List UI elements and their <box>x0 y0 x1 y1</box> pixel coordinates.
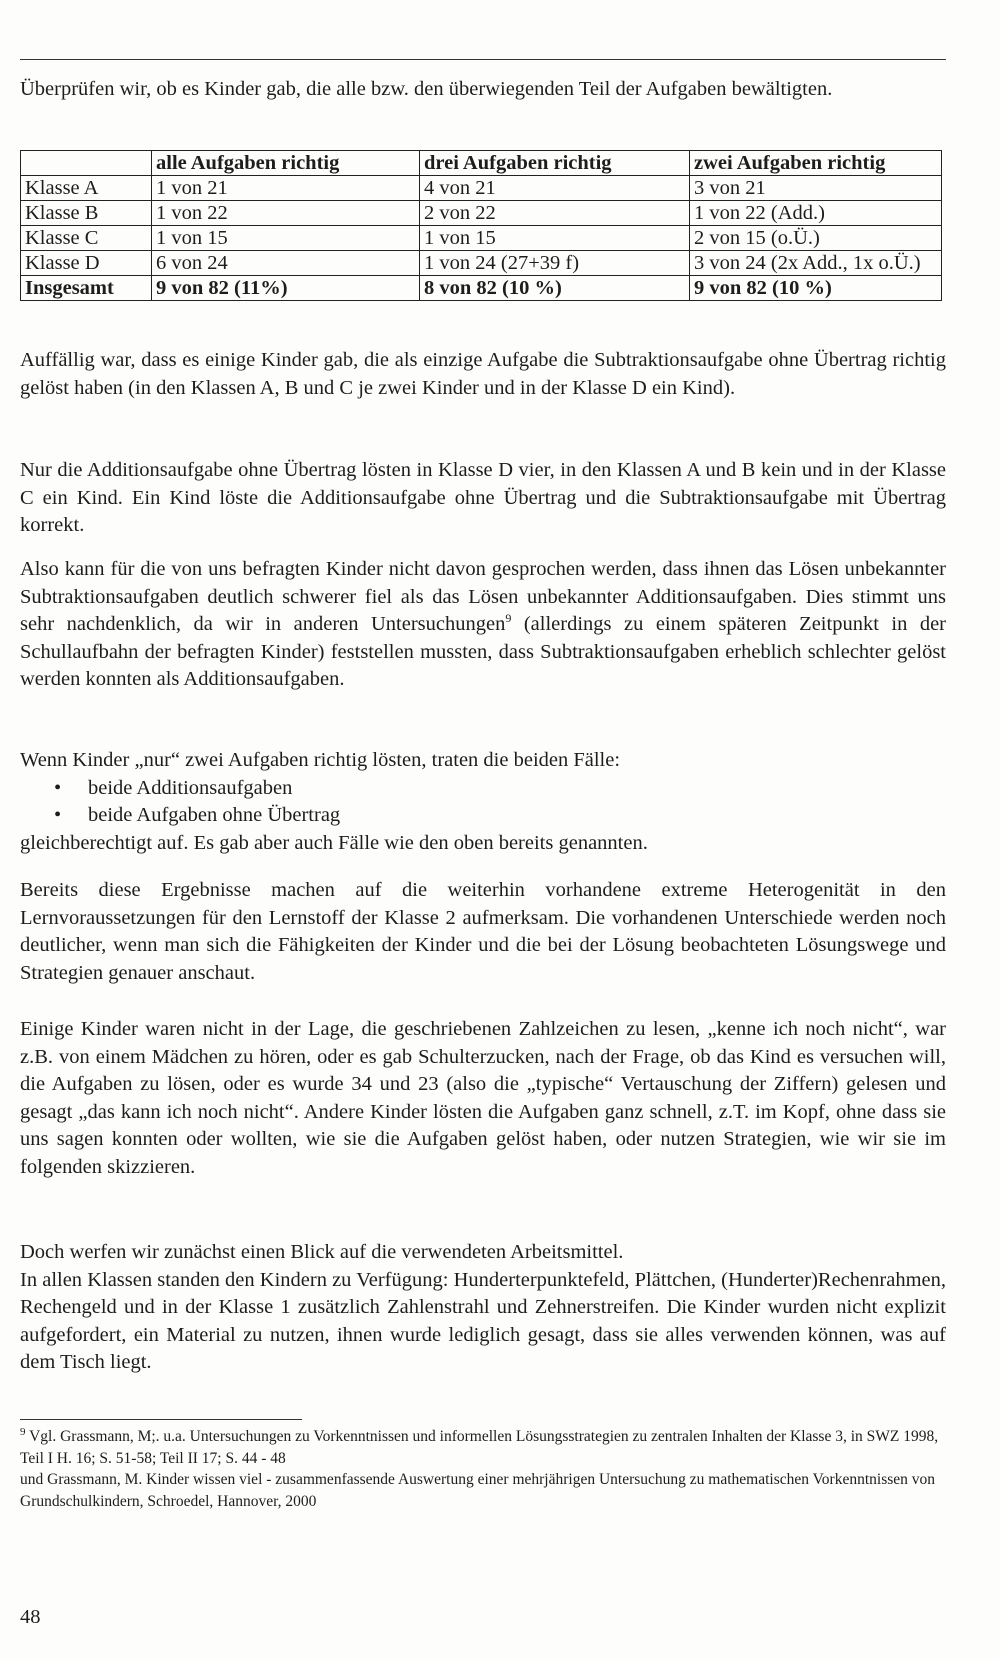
paragraph-5: Bereits diese Ergebnisse machen auf die weiterhin vorhandene extreme Heterogenität in den Lernvoraussetzungen für den Lernstoff der Klasse 2 aufmerksam. Die vorhandenen Unterschiede werden noch deutlicher, wenn man sich die Fähigkeiten der Kinder und die bei der Lösung beobachteten Lösungswege und Strategien genauer anschaut. <box>20 879 946 984</box>
table-cell: 9 von 82 (11%) <box>152 276 420 301</box>
paragraph-4-intro: Wenn Kinder „nur“ zwei Aufgaben richtig lösten, traten die beiden Fälle: <box>20 749 621 771</box>
table-cell: Klasse A <box>21 176 152 201</box>
bullet-list <box>20 775 946 830</box>
paragraph-3 <box>20 556 946 694</box>
results-table <box>20 150 942 301</box>
table-cell: 3 von 24 (2x Add., 1x o.Ü.) <box>690 251 942 276</box>
bullet-icon: • <box>54 804 62 826</box>
paragraph-2: Nur die Additionsaufgabe ohne Übertrag lösten in Klasse D vier, in den Klassen A und B kein und in der Klasse C ein Kind. Ein Kind löste die Additionsaufgabe ohne Übertrag und die Subtraktionsaufgabe mit Übertrag korrekt. <box>20 459 946 536</box>
paragraph-3-text-b: (allerdings zu einem späteren Zeitpunkt in der Schullaufbahn der befragten Kinder) feststellen mussten, dass Subtraktionsaufgaben erheblich schlechter gelöst werden konnten als Additionsaufgaben. <box>20 613 946 690</box>
table-cell: 6 von 24 <box>152 251 420 276</box>
footnote-rule <box>20 1419 302 1420</box>
table-cell: 2 von 22 <box>420 201 690 226</box>
table-header-cell: drei Aufgaben richtig <box>420 151 690 176</box>
footnote <box>20 1426 946 1512</box>
table-cell: 1 von 22 <box>152 201 420 226</box>
page-number: 48 <box>20 1606 41 1628</box>
table-cell: 8 von 82 (10 %) <box>420 276 690 301</box>
table-cell: 1 von 21 <box>152 176 420 201</box>
table-cell: Klasse D <box>21 251 152 276</box>
table-row <box>21 176 942 201</box>
table-cell: 9 von 82 (10 %) <box>690 276 942 301</box>
table-cell: 1 von 15 <box>420 226 690 251</box>
paragraph-4-outro: gleichberechtigt auf. Es gab aber auch Fälle wie den oben bereits genannten. <box>20 831 648 854</box>
table-header-row <box>21 151 942 176</box>
header-rule <box>20 59 946 60</box>
table-row <box>21 226 942 251</box>
table-cell: 4 von 21 <box>420 176 690 201</box>
table-cell: Klasse C <box>21 226 152 251</box>
table-row <box>21 201 942 226</box>
list-item-text: beide Additionsaufgaben <box>88 776 293 799</box>
intro-paragraph: Überprüfen wir, ob es Kinder gab, die alle bzw. den überwiegenden Teil der Aufgaben bewältigten. <box>20 78 833 100</box>
footnote-number: 9 <box>20 1425 26 1438</box>
paragraph-7 <box>20 1239 946 1377</box>
table-cell: 1 von 24 (27+39 f) <box>420 251 690 276</box>
paragraph-7-line1: Doch werfen wir zunächst einen Blick auf die verwendeten Arbeitsmittel. <box>20 1241 624 1263</box>
table-header-cell: zwei Aufgaben richtig <box>690 151 942 176</box>
table-cell: Klasse B <box>21 201 152 226</box>
table-cell: 1 von 22 (Add.) <box>690 201 942 226</box>
footnote-text-2: und Grassmann, M. Kinder wissen viel - zusammenfassende Auswertung einer mehrjährigen Untersuchung zu mathematischen Vorkenntnissen von Grundschulkindern, Schroedel, Hannover, 2000 <box>20 1471 936 1510</box>
table-row <box>21 251 942 276</box>
list-item <box>20 802 946 830</box>
paragraph-7-rest: In allen Klassen standen den Kindern zu Verfügung: Hunderterpunktefeld, Plättchen, (Hunderter)Rechenrahmen, Rechengeld und in der Klasse 1 zusätzlich Zahlenstrahl und Zehnerstreifen. Die Kinder wurden nicht explizit aufgefordert, ein Material zu nutzen, ihnen wurde lediglich gesagt, dass sie alles verwenden können, was auf dem Tisch liegt. <box>20 1268 946 1373</box>
paragraph-4 <box>20 747 946 857</box>
table-header-cell <box>21 151 152 176</box>
paragraph-1: Auffällig war, dass es einige Kinder gab, die als einzige Aufgabe die Subtraktionsaufgabe ohne Übertrag richtig gelöst haben (in den Klassen A, B und C je zwei Kinder und in der Klasse D ein Kind). <box>20 349 946 399</box>
table-cell: 2 von 15 (o.Ü.) <box>690 226 942 251</box>
list-item-text: beide Aufgaben ohne Übertrag <box>88 804 341 826</box>
footnote-line-1 <box>20 1426 946 1469</box>
table-cell: Insgesamt <box>21 276 152 301</box>
table-cell: 3 von 21 <box>690 176 942 201</box>
paragraph-3-text-a: Also kann für die von uns befragten Kinder nicht davon gesprochen werden, dass ihnen das Lösen unbekannter Subtraktionsaufgaben deutlich schwerer fiel als das Lösen unbekannter Additionsaufgaben. Dies stimmt uns sehr nachdenklich, da wir in anderen Untersuchungen <box>20 558 946 635</box>
footnote-text-1: Vgl. Grassmann, M;. u.a. Untersuchungen zu Vorkenntnissen und informellen Lösungsstrategien zu zentralen Inhalten der Klasse 3, in SWZ 1998, Teil I H. 16; S. 51-58; Teil II 17; S. 44 - 48 <box>20 1428 939 1467</box>
bullet-icon: • <box>54 776 62 799</box>
table-total-row <box>21 276 942 301</box>
footnote-reference: 9 <box>505 611 512 626</box>
table-cell: 1 von 15 <box>152 226 420 251</box>
paragraph-6: Einige Kinder waren nicht in der Lage, die geschriebenen Zahlzeichen zu lesen, „kenne ich noch nicht“, war z.B. von einem Mädchen zu hören, oder es gab Schulterzucken, nach der Frage, ob das Kind es versuchen will, die Aufgaben zu lösen, oder es wurde 34 und 23 (also die „typische“ Vertauschung der Ziffern) gelesen und gesagt „das kann ich noch nicht“. Andere Kinder lösten die Aufgaben ganz schnell, z.T. im Kopf, ohne dass sie uns sagen konnten oder wollten, wie sie die Aufgaben gelöst haben, oder nutzen Strategien, wie wir sie im folgenden skizzieren. <box>20 1018 946 1178</box>
table-header-cell: alle Aufgaben richtig <box>152 151 420 176</box>
list-item <box>20 775 946 803</box>
